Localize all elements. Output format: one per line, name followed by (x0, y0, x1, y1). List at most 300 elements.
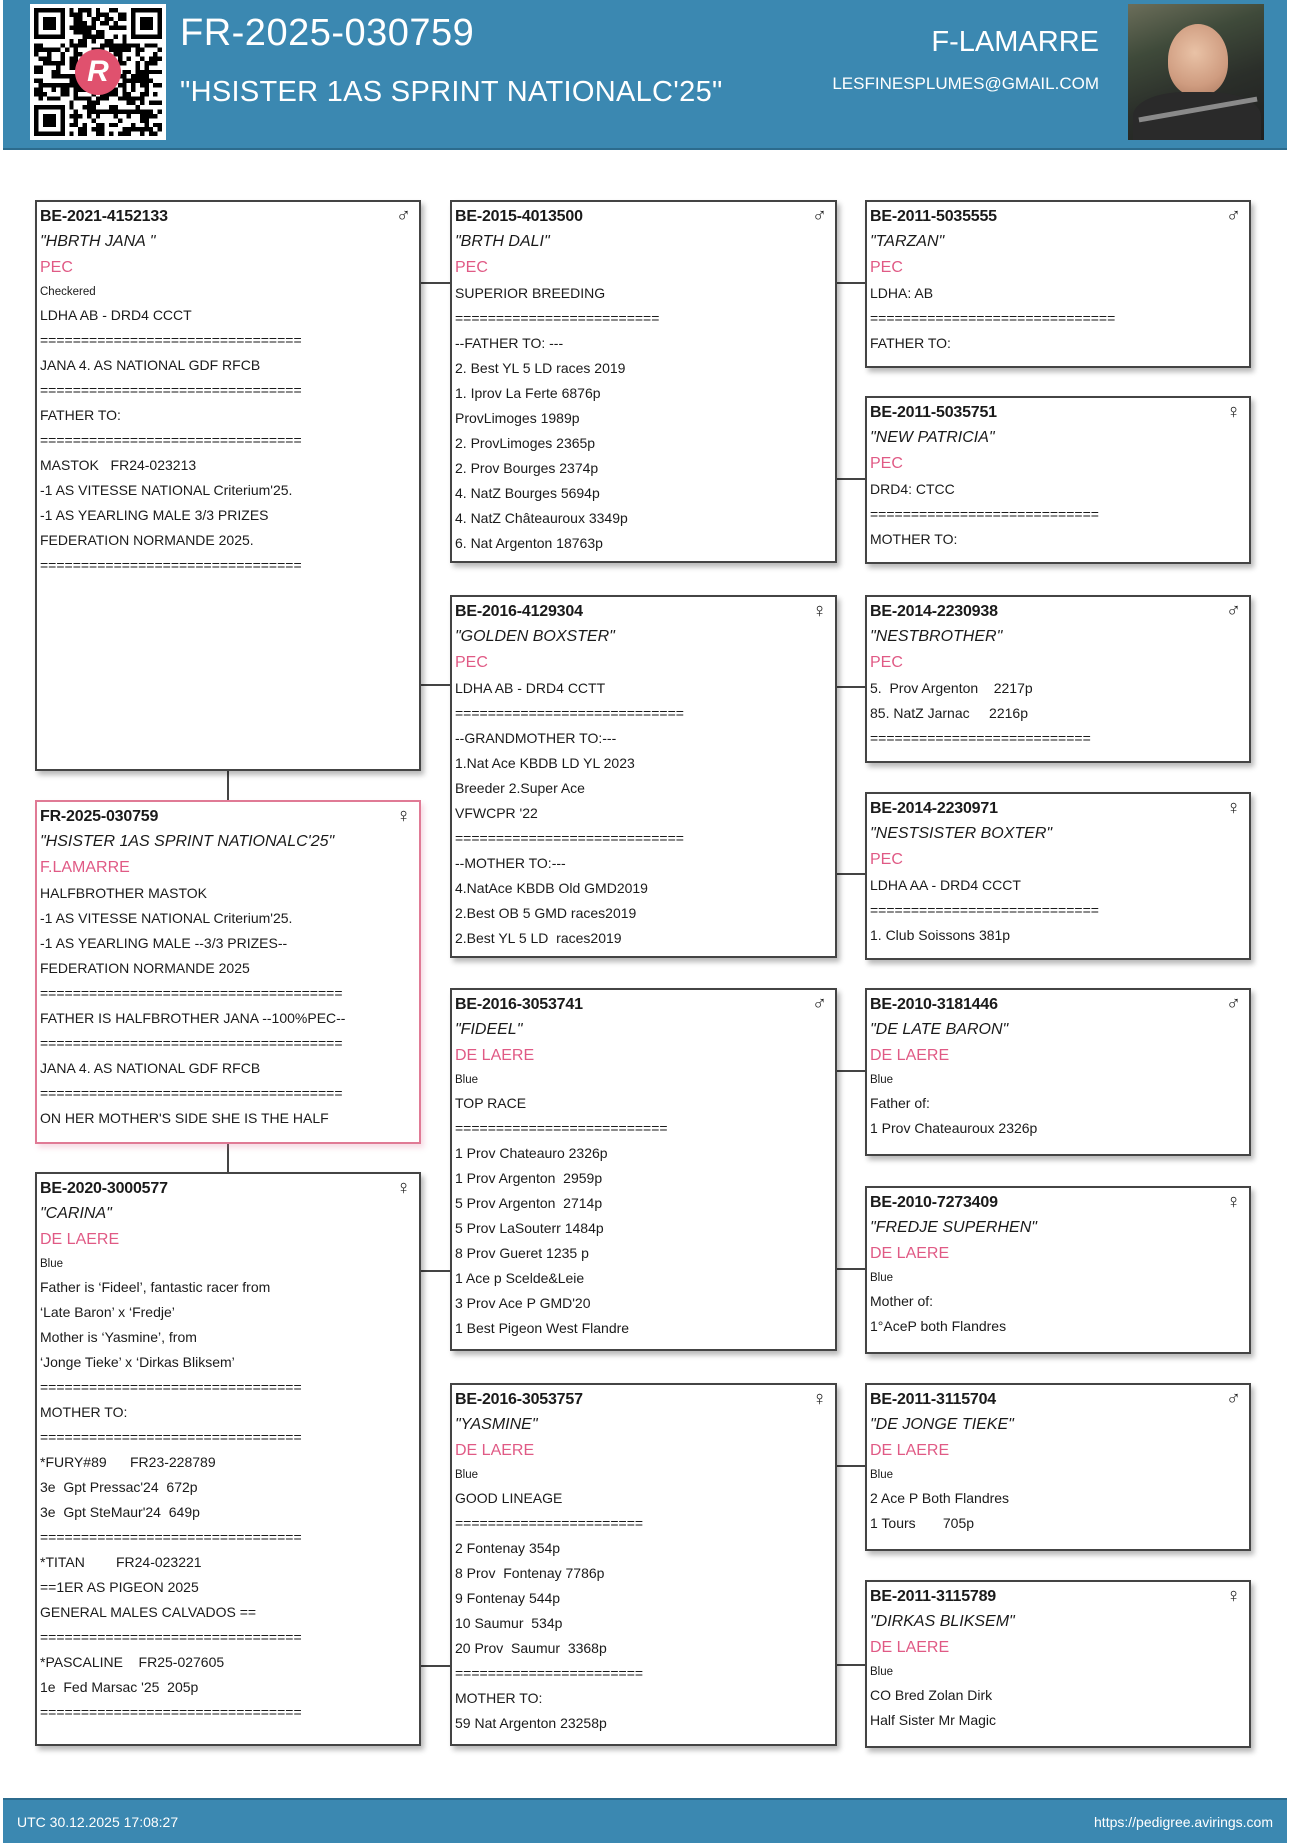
info-line: 6. Nat Argenton 18763p (455, 535, 603, 551)
pigeon-name: "FREDJE SUPERHEN" (870, 1219, 1037, 1236)
qr-module (69, 74, 73, 78)
qr-module (136, 110, 140, 114)
qr-module (43, 61, 47, 65)
qr-module (131, 96, 135, 100)
info-line: 2. Prov Bourges 2374p (455, 460, 599, 476)
breeder-name: PEC (870, 654, 903, 671)
info-line: JANA 4. AS NATIONAL GDF RFCB (40, 1060, 261, 1076)
qr-module (144, 127, 148, 131)
qr-module (122, 132, 126, 136)
qr-module (34, 79, 38, 83)
qr-module (43, 92, 47, 96)
female-sex-icon: ♀ (1226, 1585, 1241, 1607)
qr-module (109, 43, 113, 47)
qr-module (78, 43, 82, 47)
qr-module (136, 70, 140, 74)
pedigree-card-great-grandparent[interactable] (865, 200, 1251, 368)
qr-module (74, 92, 78, 96)
ring-number[interactable]: BE-2011-5035751 (870, 404, 997, 421)
qr-module (122, 12, 126, 16)
info-line: LDHA: AB (870, 285, 934, 301)
qr-module (105, 21, 109, 25)
pigeon-name: "CARINA" (40, 1205, 112, 1222)
qr-module (153, 61, 157, 65)
qr-module (96, 110, 100, 114)
plumage-color: Blue (40, 1258, 64, 1270)
info-line: FATHER IS HALFBROTHER JANA --100%PEC-- (40, 1010, 346, 1026)
breeder-name: F.LAMARRE (40, 859, 130, 876)
footer-timestamp: UTC 30.12.2025 17:08:27 (17, 1814, 179, 1830)
qr-module (52, 96, 56, 100)
info-line: --FATHER TO: --- (455, 335, 564, 351)
qr-module (74, 118, 78, 122)
info-line: FATHER TO: (40, 407, 121, 423)
qr-module (83, 21, 87, 25)
qr-module (74, 123, 78, 127)
ring-number[interactable]: BE-2011-5035555 (870, 208, 997, 225)
ring-number[interactable]: BE-2020-3000577 (40, 1180, 168, 1197)
qr-module (83, 43, 87, 47)
qr-module (118, 96, 122, 100)
ring-number[interactable]: BE-2015-4013500 (455, 208, 583, 225)
qr-module (127, 132, 131, 136)
qr-module (153, 123, 157, 127)
info-line: Father is ‘Fideel’, fantastic racer from (40, 1279, 271, 1295)
ring-number[interactable]: BE-2016-4129304 (455, 603, 583, 620)
info-line: Half Sister Mr Magic (870, 1712, 997, 1728)
qr-module (34, 52, 38, 56)
info-line: 5. Prov Argenton 2217p (870, 680, 1033, 696)
pedigree-card-great-grandparent[interactable] (865, 595, 1251, 763)
qr-module (69, 43, 73, 47)
qr-module (100, 96, 104, 100)
qr-module (109, 26, 113, 30)
plumage-color: Blue (870, 1074, 894, 1086)
female-sex-icon: ♀ (1226, 797, 1241, 819)
pedigree-card-mother[interactable] (35, 1172, 421, 1746)
ring-number[interactable]: BE-2016-3053757 (455, 1391, 583, 1408)
qr-module (144, 118, 148, 122)
info-line: -1 AS VITESSE NATIONAL Criterium'25. (40, 910, 293, 926)
ring-number[interactable]: BE-2010-3181446 (870, 996, 998, 1013)
pedigree-card-grandparent[interactable] (450, 595, 837, 958)
info-line: 2 Fontenay 354p (455, 1540, 561, 1556)
qr-module (127, 48, 131, 52)
breeder-name: DE LAERE (455, 1442, 535, 1459)
qr-module (100, 110, 104, 114)
qr-module (52, 87, 56, 91)
qr-module (52, 48, 56, 52)
qr-module (56, 74, 60, 78)
qr-module (100, 21, 104, 25)
connector-line (420, 1665, 450, 1667)
qr-module (118, 132, 122, 136)
pedigree-card-great-grandparent[interactable] (865, 396, 1251, 564)
male-sex-icon: ♂ (1226, 600, 1241, 622)
female-sex-icon: ♀ (1226, 1191, 1241, 1213)
qr-module (122, 17, 126, 21)
pigeon-name: "DE LATE BARON" (870, 1021, 1009, 1038)
info-line: 2. ProvLimoges 2365p (455, 435, 596, 451)
qr-module (69, 39, 73, 43)
qr-module (136, 43, 140, 47)
qr-finder (140, 17, 153, 30)
page-footer (3, 1798, 1287, 1843)
qr-module (113, 92, 117, 96)
qr-module (140, 79, 144, 83)
qr-module (69, 65, 73, 69)
pedigree-card-subject[interactable] (35, 800, 421, 1144)
connector-line (420, 282, 450, 284)
qr-module (74, 21, 78, 25)
qr-module (140, 83, 144, 87)
qr-module (56, 65, 60, 69)
info-line: ================================ (40, 1529, 302, 1545)
qr-module (153, 52, 157, 56)
qr-module (100, 127, 104, 131)
qr-module (131, 83, 135, 87)
qr-module (91, 17, 95, 21)
qr-module (140, 132, 144, 136)
qr-module (96, 34, 100, 38)
info-line: GENERAL MALES CALVADOS == (40, 1604, 257, 1620)
qr-module (83, 34, 87, 38)
qr-module (113, 48, 117, 52)
qr-module (144, 83, 148, 87)
qr-module (144, 123, 148, 127)
qr-module (52, 61, 56, 65)
qr-module (83, 127, 87, 131)
qr-module (69, 101, 73, 105)
qr-module (91, 127, 95, 131)
info-line: VFWCPR '22 (455, 805, 538, 821)
qr-module (65, 87, 69, 91)
qr-module (122, 79, 126, 83)
ring-number[interactable]: BE-2021-4152133 (40, 208, 168, 225)
info-line: LDHA AA - DRD4 CCCT (870, 877, 1021, 893)
qr-finder (43, 114, 56, 127)
info-line: 59 Nat Argenton 23258p (455, 1715, 607, 1731)
ring-number[interactable]: BE-2014-2230971 (870, 800, 998, 817)
info-line: Breeder 2.Super Ace (455, 780, 585, 796)
qr-module (158, 110, 162, 114)
qr-module (140, 70, 144, 74)
qr-module (140, 110, 144, 114)
qr-module (144, 92, 148, 96)
pedigree-card-father[interactable] (35, 200, 421, 771)
qr-module (78, 12, 82, 16)
footer-url-link[interactable]: https://pedigree.avirings.com (1094, 1814, 1273, 1830)
qr-module (131, 123, 135, 127)
female-sex-icon: ♀ (812, 600, 827, 622)
qr-module (56, 70, 60, 74)
info-line: ON HER MOTHER'S SIDE SHE IS THE HALF (40, 1110, 329, 1126)
qr-module (60, 61, 64, 65)
qr-module (74, 114, 78, 118)
male-sex-icon: ♂ (812, 993, 827, 1015)
qr-module (131, 43, 135, 47)
qr-module (140, 96, 144, 100)
plumage-color: Blue (455, 1469, 479, 1481)
qr-module (87, 96, 91, 100)
qr-module (158, 123, 162, 127)
qr-module (78, 39, 82, 43)
ring-number[interactable]: BE-2011-3115704 (870, 1391, 997, 1408)
qr-module (38, 43, 42, 47)
breeder-name: PEC (455, 654, 488, 671)
qr-module (52, 70, 56, 74)
qr-module (127, 114, 131, 118)
qr-module (56, 61, 60, 65)
info-line: 85. NatZ Jarnac 2216p (870, 705, 1028, 721)
qr-module (140, 114, 144, 118)
qr-module (60, 52, 64, 56)
female-sex-icon: ♀ (396, 805, 411, 827)
info-line: --GRANDMOTHER TO:--- (455, 730, 617, 746)
female-sex-icon: ♀ (396, 1177, 411, 1199)
qr-module (113, 105, 117, 109)
qr-module (96, 114, 100, 118)
owner-photo (1128, 4, 1264, 140)
pedigree-card-great-grandparent[interactable] (865, 1580, 1251, 1748)
pedigree-card-great-grandparent[interactable] (865, 1383, 1251, 1551)
connector-line (836, 873, 865, 875)
male-sex-icon: ♂ (1226, 1388, 1241, 1410)
pigeon-name: "HSISTER 1AS SPRINT NATIONALC'25" (40, 833, 335, 850)
info-line: --MOTHER TO:--- (455, 855, 566, 871)
qr-module (69, 61, 73, 65)
ring-number[interactable]: FR-2025-030759 (40, 808, 159, 825)
qr-module (34, 92, 38, 96)
qr-module (131, 87, 135, 91)
info-line: ===================================== (40, 1035, 343, 1051)
info-line: ================================ (40, 432, 302, 448)
connector-line (836, 478, 865, 480)
info-line: 1 Ace p Scelde&Leie (455, 1270, 585, 1286)
pedigree-card-great-grandparent[interactable] (865, 1186, 1251, 1354)
qr-module (109, 17, 113, 21)
qr-module (153, 92, 157, 96)
qr-module (144, 65, 148, 69)
qr-module (34, 65, 38, 69)
qr-module (38, 92, 42, 96)
pigeon-name: "GOLDEN BOXSTER" (455, 628, 615, 645)
qr-module (122, 74, 126, 78)
qr-module (47, 61, 51, 65)
qr-module (96, 127, 100, 131)
info-line: ================================ (40, 1704, 302, 1720)
qr-module (74, 43, 78, 47)
info-line: 20 Prov Saumur 3368p (455, 1640, 607, 1656)
qr-module (140, 74, 144, 78)
info-line: *FURY#89 FR23-228789 (40, 1454, 216, 1470)
info-line: 1 Prov Chateauro 2326p (455, 1145, 608, 1161)
info-line: *PASCALINE FR25-027605 (40, 1654, 225, 1670)
pigeon-name: "DIRKAS BLIKSEM" (870, 1613, 1015, 1630)
qr-module (113, 8, 117, 12)
qr-module (122, 92, 126, 96)
qr-module (149, 101, 153, 105)
qr-module (74, 26, 78, 30)
header-owner-email[interactable]: LESFINESPLUMES@GMAIL.COM (832, 74, 1099, 93)
qr-module (122, 48, 126, 52)
qr-module (78, 114, 82, 118)
info-line: 1.Nat Ace KBDB LD YL 2023 (455, 755, 635, 771)
info-line: ======================= (455, 1515, 644, 1531)
qr-module (144, 110, 148, 114)
header-owner-name: F-LAMARRE (931, 26, 1099, 58)
qr-module (87, 26, 91, 30)
qr-module (60, 87, 64, 91)
qr-module (131, 79, 135, 83)
pedigree-card-great-grandparent[interactable] (865, 792, 1251, 960)
qr-module (136, 96, 140, 100)
pigeon-name: "TARZAN" (870, 233, 945, 250)
qr-module (96, 17, 100, 21)
info-line: 2.Best OB 5 GMD races2019 (455, 905, 637, 921)
qr-module (100, 43, 104, 47)
qr-module (56, 96, 60, 100)
qr-module (118, 17, 122, 21)
pigeon-name: "BRTH DALI" (455, 233, 550, 250)
pigeon-name: "NESTBROTHER" (870, 628, 1003, 645)
qr-module (131, 101, 135, 105)
qr-module (56, 83, 60, 87)
qr-module (74, 52, 78, 56)
info-line: 5 Prov Argenton 2714p (455, 1195, 603, 1211)
info-line: 9 Fontenay 544p (455, 1590, 561, 1606)
info-line: 1e Fed Marsac '25 205p (40, 1679, 199, 1695)
info-line: 1°AceP both Flandres (870, 1318, 1007, 1334)
connector-line (836, 1070, 865, 1072)
qr-module (153, 132, 157, 136)
qr-module (83, 26, 87, 30)
qr-module (118, 118, 122, 122)
info-line: FEDERATION NORMANDE 2025. (40, 532, 254, 548)
qr-module (144, 87, 148, 91)
qr-module (136, 65, 140, 69)
info-line: ‘Late Baron’ x ‘Fredje’ (40, 1304, 175, 1320)
plumage-color: Blue (870, 1469, 894, 1481)
ring-number[interactable]: BE-2011-3115789 (870, 1588, 997, 1605)
qr-module (87, 105, 91, 109)
qr-finder (43, 17, 56, 30)
qr-module (96, 30, 100, 34)
qr-module (118, 83, 122, 87)
qr-module (38, 48, 42, 52)
breeder-name: PEC (870, 259, 903, 276)
qr-module (78, 26, 82, 30)
breeder-name: DE LAERE (870, 1639, 950, 1656)
connector-line (836, 1465, 865, 1467)
qr-module (140, 101, 144, 105)
qr-module (83, 105, 87, 109)
info-line: 4. NatZ Châteauroux 3349p (455, 510, 628, 526)
info-line: Father of: (870, 1095, 930, 1111)
qr-module (122, 26, 126, 30)
info-line: LDHA AB - DRD4 CCCT (40, 307, 192, 323)
info-line: ==1ER AS PIGEON 2025 (40, 1579, 199, 1595)
qr-module (158, 101, 162, 105)
qr-module (122, 87, 126, 91)
breeder-name: DE LAERE (870, 1442, 950, 1459)
qr-module (78, 132, 82, 136)
qr-module (122, 127, 126, 131)
ring-number[interactable]: BE-2014-2230938 (870, 603, 998, 620)
qr-module (69, 57, 73, 61)
info-line: ========================= (455, 310, 660, 326)
qr-module (91, 101, 95, 105)
male-sex-icon: ♂ (1226, 205, 1241, 227)
info-line: Mother is ‘Yasmine’, from (40, 1329, 197, 1345)
qr-module (60, 74, 64, 78)
pedigree-card-great-grandparent[interactable] (865, 988, 1251, 1156)
qr-module (158, 57, 162, 61)
qr-module (113, 123, 117, 127)
qr-module (78, 8, 82, 12)
qr-module (34, 70, 38, 74)
qr-module (91, 118, 95, 122)
info-line: ===================================== (40, 1085, 343, 1101)
qr-module (105, 17, 109, 21)
ring-number[interactable]: BE-2010-7273409 (870, 1194, 998, 1211)
info-line: ========================== (455, 1120, 668, 1136)
info-line: DRD4: CTCC (870, 481, 955, 497)
info-line: CO Bred Zolan Dirk (870, 1687, 993, 1703)
plumage-color: Checkered (40, 286, 96, 298)
qr-module (47, 57, 51, 61)
qr-module (122, 83, 126, 87)
avirings-logo-icon: R (75, 49, 121, 95)
qr-module (96, 132, 100, 136)
qr-module (69, 26, 73, 30)
info-line: 1 Tours 705p (870, 1515, 975, 1531)
connector-line (836, 282, 865, 284)
qr-module (109, 123, 113, 127)
qr-module (100, 132, 104, 136)
qr-module (140, 92, 144, 96)
qr-module (105, 110, 109, 114)
ring-number[interactable]: BE-2016-3053741 (455, 996, 583, 1013)
header-pigeon-name: "HSISTER 1AS SPRINT NATIONALC'25" (180, 76, 723, 108)
qr-module (38, 70, 42, 74)
qr-module (136, 48, 140, 52)
qr-module (144, 114, 148, 118)
qr-module (87, 114, 91, 118)
pedigree-card-grandparent[interactable] (450, 1383, 837, 1746)
qr-module (153, 114, 157, 118)
qr-module (140, 48, 144, 52)
qr-module (113, 110, 117, 114)
info-line: 10 Saumur 534p (455, 1615, 563, 1631)
qr-module (69, 83, 73, 87)
qr-module (122, 70, 126, 74)
qr-module (69, 105, 73, 109)
info-line: 2. Best YL 5 LD races 2019 (455, 360, 626, 376)
qr-module (136, 52, 140, 56)
qr-module (65, 74, 69, 78)
pedigree-card-grandparent[interactable] (450, 200, 837, 563)
pigeon-name: "HBRTH JANA " (40, 233, 156, 250)
breeder-name: DE LAERE (40, 1231, 120, 1248)
qr-module (83, 96, 87, 100)
qr-module (109, 92, 113, 96)
page-header (3, 0, 1287, 150)
pedigree-card-grandparent[interactable] (450, 988, 837, 1351)
qr-code[interactable] (30, 4, 166, 140)
qr-module (74, 87, 78, 91)
qr-module (136, 74, 140, 78)
